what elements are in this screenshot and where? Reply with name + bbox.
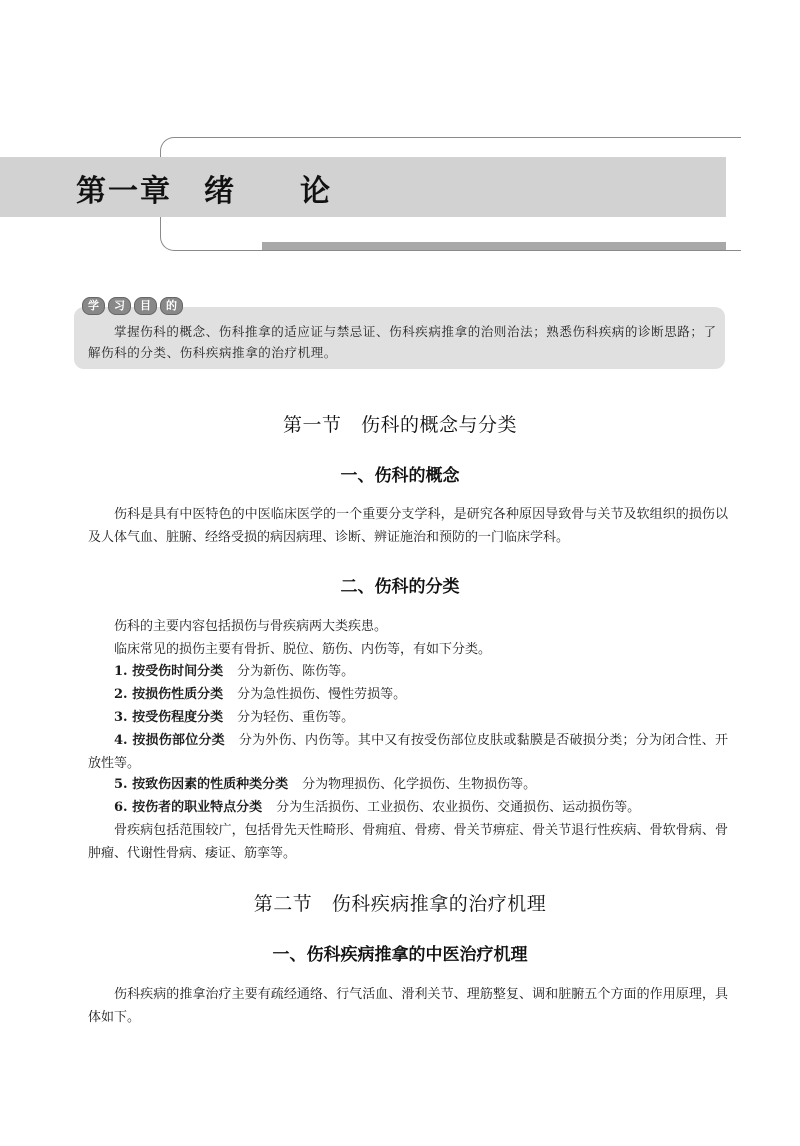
classification-label: 6. 按伤者的职业特点分类 [114, 800, 263, 815]
classification-item [88, 796, 728, 819]
classification-text: 分为轻伤、重伤等。 [237, 710, 355, 725]
objectives-tag-char: 目 [134, 297, 157, 315]
classification-text: 分为急性损伤、慢性劳损等。 [237, 687, 407, 702]
subsection-heading: 一、伤科的概念 [340, 466, 460, 486]
objectives-text: 掌握伤科的概念、伤科推拿的适应证与禁忌证、伤科疾病推拿的治则治法；熟悉伤科疾病的诊断思路；了解伤科的分类、伤科疾病推拿的治疗机理。 [88, 324, 717, 360]
classification-item [88, 683, 728, 706]
classification-item [88, 773, 728, 796]
classification-item [88, 706, 728, 729]
chapter-underline-bar [262, 242, 726, 250]
classification-text: 分为新伤、陈伤等。 [237, 664, 355, 679]
classification-text: 分为物理损伤、化学损伤、生物损伤等。 [302, 777, 537, 792]
objectives-tag-char: 习 [108, 297, 131, 315]
objectives-tag-char: 的 [160, 297, 183, 315]
classification-item [88, 660, 728, 683]
classification-text: 分为生活损伤、工业损伤、农业损伤、交通损伤、运动损伤等。 [276, 800, 641, 815]
classification-label: 2. 按损伤性质分类 [114, 687, 224, 702]
subsection-heading: 二、伤科的分类 [340, 577, 460, 597]
paragraph: 伤科疾病的推拿治疗主要有疏经通络、行气活血、滑利关节、理筋整复、调和脏腑五个方面的作用原理，具体如下。 [88, 987, 728, 1025]
classification-item [88, 729, 728, 775]
chapter-title: 第一章 绪 论 [76, 174, 332, 209]
paragraph: 临床常见的损伤主要有骨折、脱位、筋伤、内伤等，有如下分类。 [114, 642, 492, 657]
paragraph: 骨疾病包括范围较广，包括骨先天性畸形、骨痈疽、骨痨、骨关节痹症、骨关节退行性疾病、骨软骨病、骨肿瘤、代谢性骨病、痿证、筋挛等。 [88, 823, 728, 861]
section-heading: 第一节 伤科的概念与分类 [282, 414, 517, 436]
paragraph: 伤科的主要内容包括损伤与骨疾病两大类疾患。 [114, 619, 388, 634]
paragraph: 伤科是具有中医特色的中医临床医学的一个重要分支学科，是研究各种原因导致骨与关节及软组织的损伤以及人体气血、脏腑、经络受损的病因病理、诊断、辨证施治和预防的一门临床学科。 [88, 507, 728, 545]
objectives-tag-char: 学 [82, 297, 105, 315]
section-heading: 第二节 伤科疾病推拿的治疗机理 [253, 893, 547, 915]
objectives-tag [78, 297, 183, 315]
classification-label: 4. 按损伤部位分类 [114, 733, 225, 748]
classification-text: 分为外伤、内伤等。其中又有按受伤部位皮肤或黏膜是否破损分类；分为闭合性、开放性等。 [88, 733, 728, 771]
classification-label: 1. 按受伤时间分类 [114, 664, 224, 679]
classification-label: 3. 按受伤程度分类 [114, 710, 224, 725]
subsection-heading: 一、伤科疾病推拿的中医治疗机理 [272, 945, 528, 965]
classification-label: 5. 按致伤因素的性质种类分类 [114, 777, 289, 792]
